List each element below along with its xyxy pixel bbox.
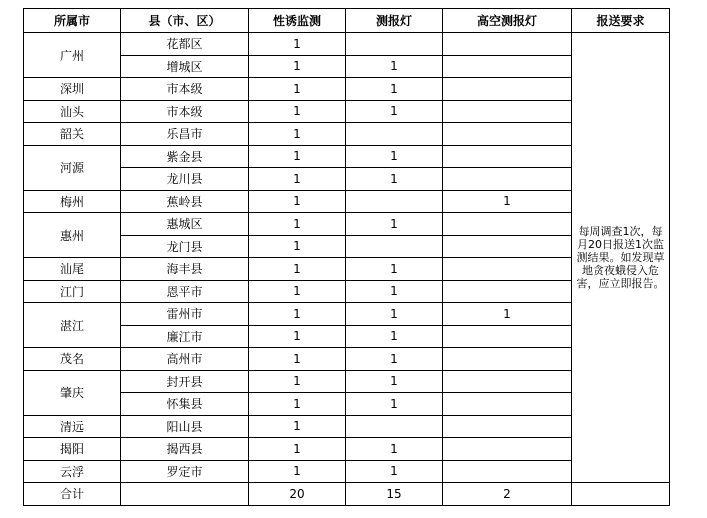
city-cell: 汕头	[24, 100, 121, 123]
county-cell: 龙门县	[121, 235, 249, 258]
total-row	[24, 483, 670, 506]
high-altitude-trap-cell	[443, 325, 572, 348]
header-row	[24, 9, 670, 33]
city-cell: 河源	[24, 145, 121, 190]
high-altitude-trap-cell	[443, 145, 572, 168]
high-altitude-trap-cell	[443, 33, 572, 56]
total-lure-monitoring: 20	[249, 483, 346, 506]
county-cell: 怀集县	[121, 393, 249, 416]
light-trap-cell: 1	[346, 145, 443, 168]
city-cell: 江门	[24, 280, 121, 303]
city-cell: 茂名	[24, 348, 121, 371]
monitoring-table	[23, 8, 670, 506]
light-trap-cell	[346, 415, 443, 438]
city-cell: 汕尾	[24, 258, 121, 281]
lure-monitoring-cell: 1	[249, 438, 346, 461]
county-cell: 阳山县	[121, 415, 249, 438]
header-report-requirement: 报送要求	[572, 9, 670, 33]
light-trap-cell: 1	[346, 280, 443, 303]
lure-monitoring-cell: 1	[249, 168, 346, 191]
light-trap-cell: 1	[346, 370, 443, 393]
high-altitude-trap-cell	[443, 55, 572, 78]
county-cell: 恩平市	[121, 280, 249, 303]
header-city: 所属市	[24, 9, 121, 33]
high-altitude-trap-cell	[443, 78, 572, 101]
total-requirement-cell	[572, 483, 670, 506]
high-altitude-trap-cell	[443, 123, 572, 146]
report-requirement-cell: 每周调查1次，每月20日报送1次监测结果。如发现草地贪夜蛾侵入危害，应立即报告。	[572, 33, 670, 483]
lure-monitoring-cell: 1	[249, 55, 346, 78]
light-trap-cell	[346, 235, 443, 258]
county-cell: 惠城区	[121, 213, 249, 236]
lure-monitoring-cell: 1	[249, 325, 346, 348]
lure-monitoring-cell: 1	[249, 393, 346, 416]
city-cell: 深圳	[24, 78, 121, 101]
high-altitude-trap-cell: 1	[443, 303, 572, 326]
county-cell: 廉江市	[121, 325, 249, 348]
high-altitude-trap-cell	[443, 280, 572, 303]
high-altitude-trap-cell	[443, 235, 572, 258]
city-cell: 韶关	[24, 123, 121, 146]
county-cell: 蕉岭县	[121, 190, 249, 213]
light-trap-cell: 1	[346, 438, 443, 461]
table-body	[24, 33, 670, 506]
lure-monitoring-cell: 1	[249, 303, 346, 326]
city-cell: 湛江	[24, 303, 121, 348]
light-trap-cell: 1	[346, 55, 443, 78]
light-trap-cell: 1	[346, 348, 443, 371]
light-trap-cell: 1	[346, 325, 443, 348]
total-label: 合计	[24, 483, 121, 506]
city-cell: 梅州	[24, 190, 121, 213]
high-altitude-trap-cell	[443, 258, 572, 281]
header-light-trap: 测报灯	[346, 9, 443, 33]
city-cell: 惠州	[24, 213, 121, 258]
light-trap-cell: 1	[346, 303, 443, 326]
total-county-cell	[121, 483, 249, 506]
light-trap-cell: 1	[346, 460, 443, 483]
county-cell: 乐昌市	[121, 123, 249, 146]
county-cell: 罗定市	[121, 460, 249, 483]
county-cell: 市本级	[121, 100, 249, 123]
high-altitude-trap-cell	[443, 438, 572, 461]
total-high-altitude-trap: 2	[443, 483, 572, 506]
lure-monitoring-cell: 1	[249, 145, 346, 168]
light-trap-cell: 1	[346, 168, 443, 191]
header-county: 县（市、区）	[121, 9, 249, 33]
county-cell: 封开县	[121, 370, 249, 393]
county-cell: 增城区	[121, 55, 249, 78]
high-altitude-trap-cell	[443, 100, 572, 123]
lure-monitoring-cell: 1	[249, 258, 346, 281]
high-altitude-trap-cell: 1	[443, 190, 572, 213]
high-altitude-trap-cell	[443, 168, 572, 191]
monitoring-table-container	[23, 8, 670, 506]
lure-monitoring-cell: 1	[249, 100, 346, 123]
lure-monitoring-cell: 1	[249, 415, 346, 438]
lure-monitoring-cell: 1	[249, 235, 346, 258]
county-cell: 高州市	[121, 348, 249, 371]
lure-monitoring-cell: 1	[249, 123, 346, 146]
high-altitude-trap-cell	[443, 348, 572, 371]
lure-monitoring-cell: 1	[249, 33, 346, 56]
city-cell: 揭阳	[24, 438, 121, 461]
county-cell: 揭西县	[121, 438, 249, 461]
high-altitude-trap-cell	[443, 460, 572, 483]
table-row	[24, 33, 670, 56]
city-cell: 肇庆	[24, 370, 121, 415]
light-trap-cell	[346, 33, 443, 56]
high-altitude-trap-cell	[443, 213, 572, 236]
city-cell: 云浮	[24, 460, 121, 483]
lure-monitoring-cell: 1	[249, 190, 346, 213]
county-cell: 海丰县	[121, 258, 249, 281]
light-trap-cell: 1	[346, 258, 443, 281]
county-cell: 紫金县	[121, 145, 249, 168]
county-cell: 龙川县	[121, 168, 249, 191]
high-altitude-trap-cell	[443, 393, 572, 416]
high-altitude-trap-cell	[443, 370, 572, 393]
light-trap-cell: 1	[346, 100, 443, 123]
header-high-altitude-trap: 高空测报灯	[443, 9, 572, 33]
light-trap-cell: 1	[346, 213, 443, 236]
light-trap-cell	[346, 123, 443, 146]
light-trap-cell: 1	[346, 78, 443, 101]
light-trap-cell: 1	[346, 393, 443, 416]
total-light-trap: 15	[346, 483, 443, 506]
city-cell: 清远	[24, 415, 121, 438]
county-cell: 雷州市	[121, 303, 249, 326]
county-cell: 市本级	[121, 78, 249, 101]
light-trap-cell	[346, 190, 443, 213]
lure-monitoring-cell: 1	[249, 213, 346, 236]
lure-monitoring-cell: 1	[249, 460, 346, 483]
lure-monitoring-cell: 1	[249, 370, 346, 393]
county-cell: 花都区	[121, 33, 249, 56]
lure-monitoring-cell: 1	[249, 348, 346, 371]
city-cell: 广州	[24, 33, 121, 78]
lure-monitoring-cell: 1	[249, 78, 346, 101]
high-altitude-trap-cell	[443, 415, 572, 438]
lure-monitoring-cell: 1	[249, 280, 346, 303]
header-lure-monitoring: 性诱监测	[249, 9, 346, 33]
